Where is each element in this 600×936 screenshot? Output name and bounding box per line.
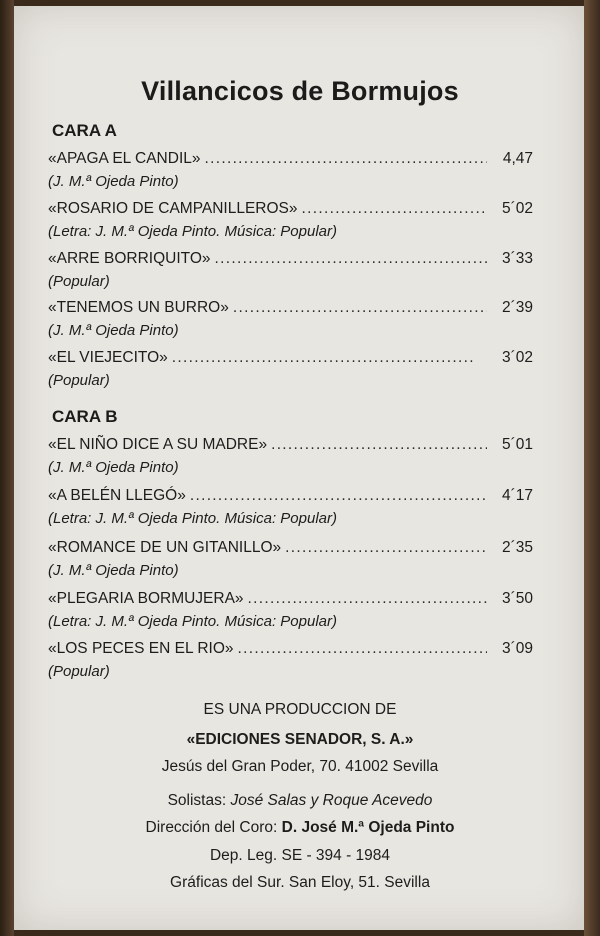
track-duration: 3´02 (501, 349, 533, 366)
track-a1 (48, 150, 533, 190)
track-credit: (Popular) (48, 372, 110, 389)
track-credit: (J. M.ª Ojeda Pinto) (48, 173, 179, 190)
track-credit: (Popular) (48, 663, 110, 680)
soloists-line (0, 792, 600, 810)
company-name: «EDICIONES SENADOR, S. A.» (186, 731, 414, 748)
printer-line: Gráficas del Sur. San Eloy, 51. Sevilla (170, 874, 430, 891)
album-title: Villancicos de Bormujos (141, 76, 459, 106)
leader-dots (172, 349, 487, 367)
track-duration: 2´35 (501, 539, 533, 556)
legal-deposit: Dep. Leg. SE - 394 - 1984 (209, 847, 391, 864)
soloists-label: Solistas: (167, 792, 227, 809)
track-title: «PLEGARIA BORMUJERA» (48, 590, 244, 607)
leader-dots (302, 200, 487, 218)
track-title: «A BELÉN LLEGÓ» (48, 487, 186, 504)
track-title: «ARRE BORRIQUITO» (48, 250, 211, 267)
leader-dots (238, 640, 487, 658)
track-duration: 3´33 (501, 250, 533, 267)
track-duration: 4,47 (502, 150, 533, 167)
track-credit: (J. M.ª Ojeda Pinto) (48, 459, 179, 476)
track-duration: 4´17 (501, 487, 533, 504)
track-title: «EL VIEJECITO» (48, 349, 168, 366)
track-a4 (48, 299, 533, 339)
track-a3 (48, 250, 533, 290)
production-line: ES UNA PRODUCCION DE (203, 701, 397, 718)
track-a5 (48, 349, 533, 389)
choir-line (0, 819, 600, 837)
track-credit: (J. M.ª Ojeda Pinto) (48, 562, 179, 579)
leader-dots (205, 150, 488, 168)
company-address: Jesús del Gran Poder, 70. 41002 Sevilla (161, 758, 439, 775)
track-duration: 3´09 (501, 640, 533, 657)
leader-dots (248, 590, 487, 608)
track-b3 (48, 539, 533, 579)
track-title: «ROSARIO DE CAMPANILLEROS» (48, 200, 298, 217)
leader-dots (190, 487, 487, 505)
track-b2 (48, 487, 533, 527)
side-a-label: CARA A (52, 121, 117, 140)
track-title: «ROMANCE DE UN GITANILLO» (48, 539, 282, 556)
track-credit: (Popular) (48, 273, 110, 290)
track-credit: (J. M.ª Ojeda Pinto) (48, 322, 179, 339)
side-b-label: CARA B (52, 407, 118, 426)
track-b1 (48, 436, 533, 476)
track-title: «TENEMOS UN BURRO» (48, 299, 229, 316)
leader-dots (285, 539, 487, 557)
leader-dots (215, 250, 487, 268)
track-credit: (Letra: J. M.ª Ojeda Pinto. Música: Popular) (48, 223, 337, 240)
choir-director: D. José M.ª Ojeda Pinto (281, 819, 455, 836)
track-a2 (48, 200, 533, 240)
choir-label: Dirección del Coro: (145, 819, 278, 836)
track-duration: 5´01 (501, 436, 533, 453)
track-duration: 2´39 (501, 299, 533, 316)
leader-dots (271, 436, 487, 454)
track-b4 (48, 590, 533, 630)
track-b5 (48, 640, 533, 680)
soloists-names: José Salas y Roque Acevedo (230, 792, 433, 809)
track-title: «EL NIÑO DICE A SU MADRE» (48, 436, 268, 453)
track-title: «APAGA EL CANDIL» (48, 150, 201, 167)
track-credit: (Letra: J. M.ª Ojeda Pinto. Música: Popular) (48, 510, 337, 527)
track-duration: 3´50 (501, 590, 533, 607)
track-credit: (Letra: J. M.ª Ojeda Pinto. Música: Popular) (48, 613, 337, 630)
leader-dots (233, 299, 487, 317)
track-duration: 5´02 (501, 200, 533, 217)
track-title: «LOS PECES EN EL RIO» (48, 640, 234, 657)
